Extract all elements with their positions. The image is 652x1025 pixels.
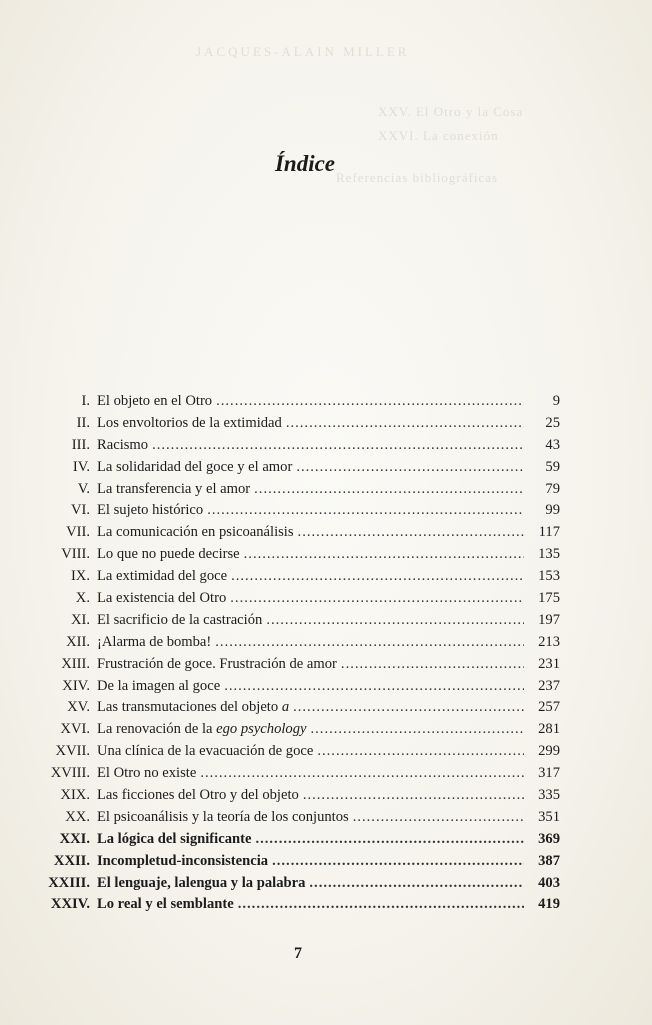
chapter-title: Racismo: [97, 436, 149, 453]
chapter-number: XIX.: [60, 787, 90, 804]
page-ref: 213: [538, 633, 560, 650]
dot-leader: [231, 566, 524, 588]
chapter-number: III.: [71, 436, 90, 453]
dot-leader: [311, 719, 525, 741]
dot-leader: [255, 829, 524, 851]
bleed-through-line: XXV. El Otro y la Cosa: [378, 104, 524, 119]
page-ref: 9: [552, 393, 560, 409]
dot-leader: [238, 894, 524, 916]
chapter-number: XVIII.: [50, 765, 90, 782]
bleed-through-line: XXVI. La conexión: [378, 128, 499, 143]
chapter-title: La comunicación en psicoanálisis: [97, 524, 294, 541]
chapter-title-italic: ego psychology: [216, 721, 307, 738]
chapter-number: XXI.: [59, 830, 90, 847]
page-number: 7: [294, 945, 302, 962]
chapter-title-text: Las transmutaciones del objeto: [97, 699, 282, 716]
chapter-title: Lo que no puede decirse: [97, 546, 240, 563]
dot-leader: [254, 479, 524, 501]
page-ref: 197: [538, 611, 560, 628]
chapter-title: Los envoltorios de la extimidad: [97, 414, 282, 431]
dot-leader: [224, 676, 524, 698]
dot-leader: [272, 851, 524, 873]
dot-leader: [266, 610, 524, 632]
chapter-title: La lógica del significante: [97, 830, 252, 847]
dot-leader: [303, 785, 524, 807]
dot-leader: [298, 522, 524, 544]
dot-leader: [286, 413, 524, 435]
toc-entry[interactable]: [30, 741, 560, 763]
dot-leader: [200, 763, 524, 785]
chapter-title: Frustración de goce. Frustración de amor: [97, 655, 337, 672]
chapter-number: VI.: [70, 502, 90, 519]
chapter-number: XIII.: [61, 655, 90, 672]
chapter-title: Una clínica de la evacuación de goce: [97, 743, 314, 760]
dot-leader: [215, 632, 524, 654]
toc-entry[interactable]: [30, 763, 560, 785]
toc-entry[interactable]: [30, 544, 560, 566]
page-ref: 117: [538, 524, 560, 541]
toc-entry[interactable]: [30, 829, 560, 851]
chapter-number: XX.: [65, 808, 90, 825]
page-ref: 351: [538, 808, 560, 825]
toc-entry[interactable]: [30, 457, 560, 479]
page-ref: 25: [545, 414, 560, 431]
chapter-title: La solidaridad del goce y el amor: [97, 458, 293, 475]
table-of-contents: [30, 391, 560, 916]
chapter-number: XXIV.: [50, 896, 90, 913]
page-ref: 299: [538, 743, 560, 760]
chapter-title: Incompletud-inconsistencia: [97, 852, 269, 869]
chapter-title: El sacrificio de la castración: [97, 611, 263, 628]
bleed-through-line: Referencias bibliográficas: [336, 170, 499, 185]
chapter-title: El sujeto histórico: [97, 502, 204, 519]
toc-entry[interactable]: [30, 697, 560, 719]
chapter-number: I.: [81, 393, 90, 409]
page-ref: 175: [538, 590, 560, 607]
dot-leader: [296, 457, 524, 479]
toc-entry[interactable]: [30, 500, 560, 522]
page-ref: 153: [538, 568, 560, 585]
dot-leader: [353, 807, 524, 829]
dot-leader: [244, 544, 524, 566]
page-ref: 419: [538, 896, 560, 913]
page-ref: 335: [538, 787, 560, 804]
toc-entry[interactable]: [30, 632, 560, 654]
page-ref: 403: [538, 874, 560, 891]
toc-entry[interactable]: [30, 435, 560, 457]
page-ref: 99: [545, 502, 560, 519]
toc-entry[interactable]: [30, 566, 560, 588]
chapter-title: ¡Alarma de bomba!: [97, 633, 212, 650]
page-ref: 369: [538, 830, 560, 847]
page-ref: 135: [538, 546, 560, 563]
toc-entry[interactable]: [30, 588, 560, 610]
chapter-number: VII.: [66, 524, 90, 541]
page-ref: 231: [538, 655, 560, 672]
toc-entry[interactable]: [30, 610, 560, 632]
chapter-title: De la imagen al goce: [97, 677, 221, 694]
dot-leader: [341, 654, 524, 676]
chapter-title: El objeto en el Otro: [97, 393, 213, 409]
chapter-number: XVI.: [60, 721, 90, 738]
page-ref: 79: [545, 480, 560, 497]
page-ref: 317: [538, 765, 560, 782]
dot-leader: [309, 873, 524, 895]
toc-entry[interactable]: [30, 522, 560, 544]
toc-entry[interactable]: [30, 851, 560, 873]
toc-entry[interactable]: [30, 479, 560, 501]
page-ref: 281: [538, 721, 560, 738]
chapter-title: El Otro no existe: [97, 765, 197, 782]
chapter-title: Las ficciones del Otro y del objeto: [97, 787, 299, 804]
chapter-number: XV.: [67, 699, 90, 716]
chapter-number: XXII.: [53, 852, 90, 869]
page-ref: 387: [538, 852, 560, 869]
toc-entry[interactable]: [30, 413, 560, 435]
toc-entry[interactable]: [30, 719, 560, 741]
page-title: Índice: [274, 151, 336, 177]
toc-entry[interactable]: [30, 894, 560, 916]
toc-entry[interactable]: [30, 807, 560, 829]
dot-leader: [152, 435, 524, 457]
toc-entry[interactable]: [30, 785, 560, 807]
page-ref: 257: [538, 699, 560, 716]
toc-entry[interactable]: [30, 676, 560, 698]
chapter-number: V.: [77, 480, 90, 497]
chapter-title: La transferencia y el amor: [97, 480, 251, 497]
chapter-number: IV.: [72, 458, 90, 475]
page-ref: 59: [545, 458, 560, 475]
chapter-number: XXIII.: [48, 874, 90, 891]
chapter-number: XII.: [66, 633, 90, 650]
chapter-title: La existencia del Otro: [97, 590, 227, 607]
chapter-title-text: La renovación de la: [97, 721, 217, 738]
toc-entry[interactable]: [30, 391, 560, 413]
chapter-title: [97, 719, 307, 741]
chapter-title: Lo real y el semblante: [97, 896, 234, 913]
chapter-number: X.: [75, 590, 90, 607]
chapter-number: XVII.: [55, 743, 90, 760]
chapter-number: VIII.: [61, 546, 90, 563]
page-ref: 237: [538, 677, 560, 694]
dot-leader: [230, 588, 524, 610]
toc-entry[interactable]: [30, 873, 560, 895]
chapter-title: La extimidad del goce: [97, 568, 228, 585]
bleed-through-header: JACQUES-ALAIN MILLER: [196, 44, 410, 59]
chapter-number: XI.: [70, 611, 90, 628]
chapter-title: El lenguaje, lalengua y la palabra: [97, 874, 306, 891]
dot-leader: [293, 697, 524, 719]
chapter-number: XIV.: [62, 677, 90, 694]
toc-entry[interactable]: [30, 654, 560, 676]
chapter-title-italic: a: [281, 699, 290, 716]
page-ref: 43: [545, 436, 560, 453]
chapter-title: El psicoanálisis y la teoría de los conjuntos: [97, 808, 349, 825]
chapter-number: II.: [76, 414, 90, 431]
dot-leader: [207, 500, 524, 522]
dot-leader: [317, 741, 524, 763]
dot-leader: [216, 391, 524, 413]
chapter-title: [97, 697, 289, 719]
chapter-number: IX.: [70, 568, 90, 585]
